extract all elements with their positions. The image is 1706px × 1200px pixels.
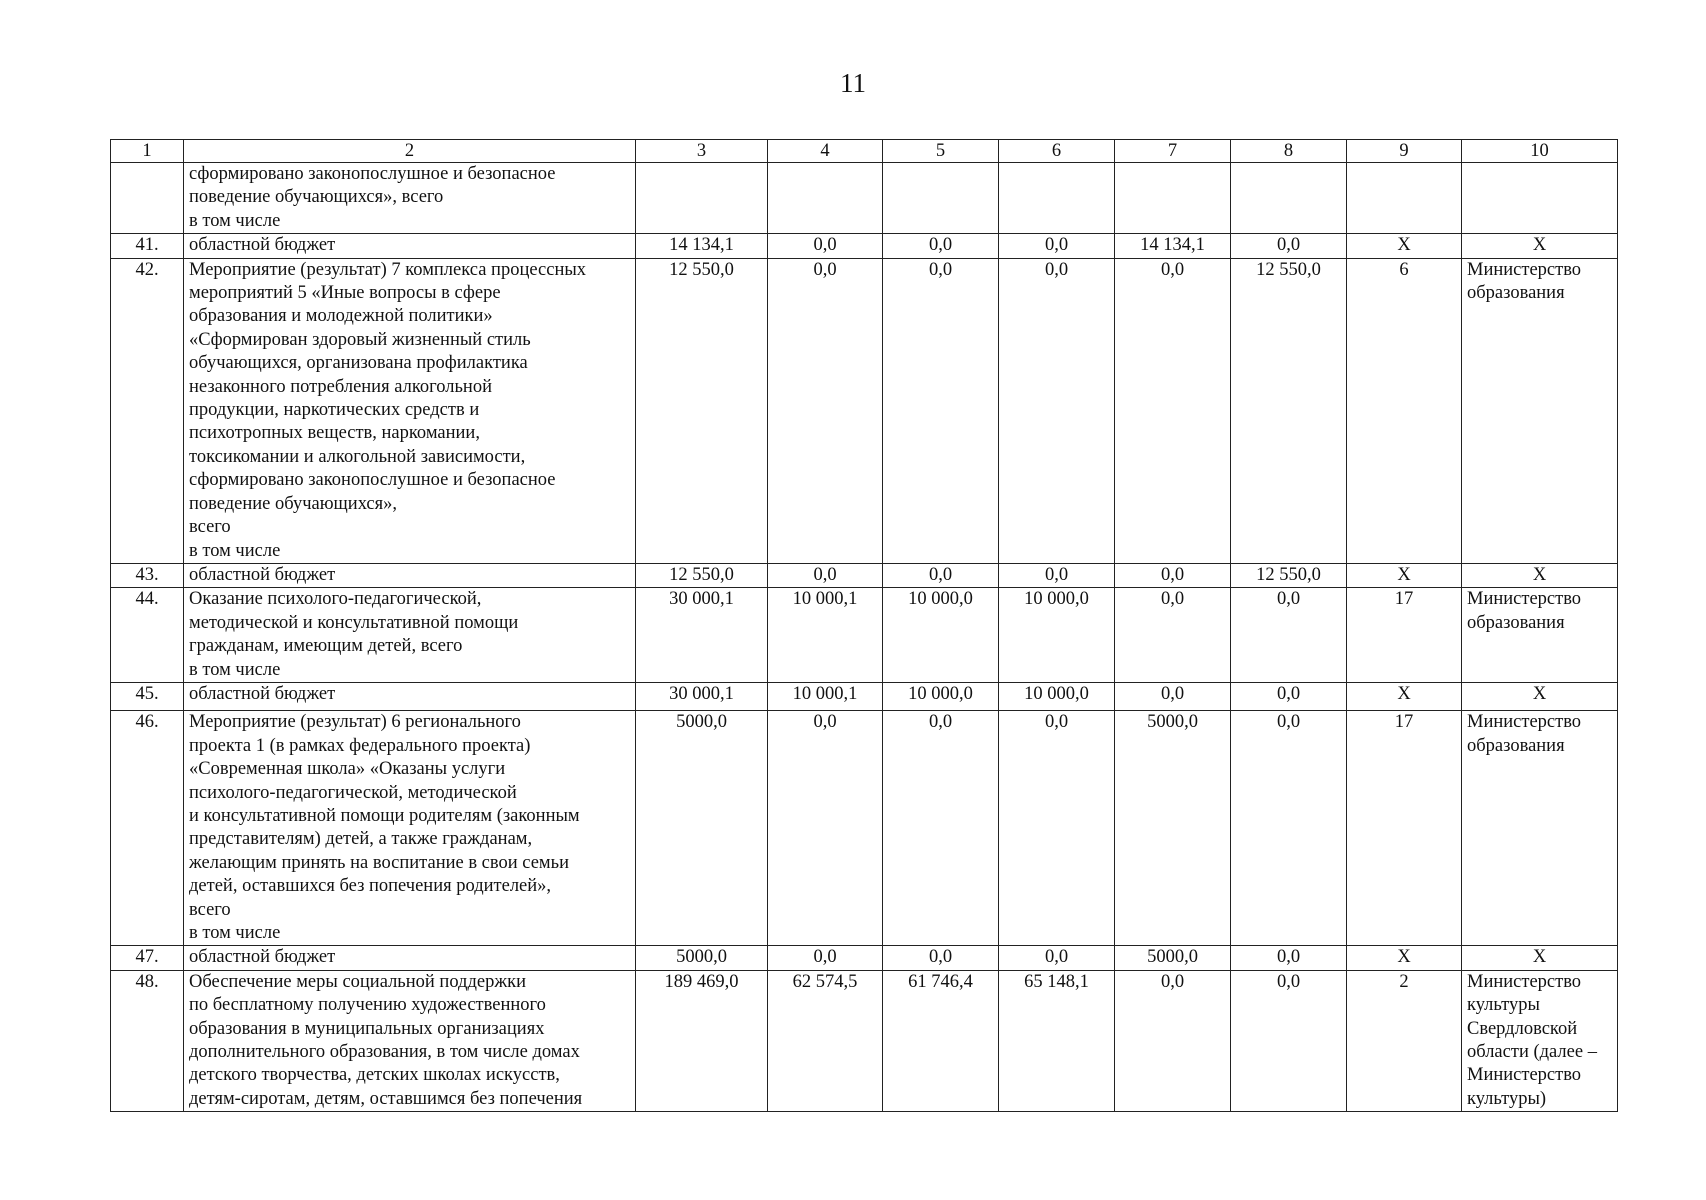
table-row bbox=[111, 946, 1618, 970]
column-header: 6 bbox=[999, 140, 1115, 163]
cell-col6: 0,0 bbox=[999, 711, 1115, 946]
cell-col7: 0,0 bbox=[1115, 588, 1231, 683]
cell-col6: 10 000,0 bbox=[999, 683, 1115, 711]
cell-col5: 0,0 bbox=[883, 258, 999, 563]
cell-col8: 12 550,0 bbox=[1231, 563, 1347, 587]
cell-col10: X bbox=[1462, 234, 1618, 258]
row-number: 44. bbox=[111, 588, 184, 683]
cell-col3: 189 469,0 bbox=[636, 970, 768, 1111]
column-header: 10 bbox=[1462, 140, 1618, 163]
cell-col5: 10 000,0 bbox=[883, 588, 999, 683]
column-header: 1 bbox=[111, 140, 184, 163]
cell-col3: 30 000,1 bbox=[636, 588, 768, 683]
table-row bbox=[111, 563, 1618, 587]
cell-col6 bbox=[999, 163, 1115, 234]
row-name: сформировано законопослушное и безопасное поведение обучающихся», всего в том числе bbox=[184, 163, 636, 234]
row-name: областной бюджет bbox=[184, 563, 636, 587]
cell-col10: Министерство образования bbox=[1462, 588, 1618, 683]
row-number: 46. bbox=[111, 711, 184, 946]
cell-col6: 10 000,0 bbox=[999, 588, 1115, 683]
cell-col9 bbox=[1347, 163, 1462, 234]
cell-col5: 0,0 bbox=[883, 711, 999, 946]
cell-col5 bbox=[883, 163, 999, 234]
cell-col9: 17 bbox=[1347, 711, 1462, 946]
cell-col10: Министерство образования bbox=[1462, 711, 1618, 946]
cell-col3: 5000,0 bbox=[636, 711, 768, 946]
row-number: 47. bbox=[111, 946, 184, 970]
cell-col4: 0,0 bbox=[768, 563, 883, 587]
cell-col3: 12 550,0 bbox=[636, 563, 768, 587]
column-header: 9 bbox=[1347, 140, 1462, 163]
table-row bbox=[111, 970, 1618, 1111]
cell-col9: X bbox=[1347, 683, 1462, 711]
cell-col5: 0,0 bbox=[883, 946, 999, 970]
cell-col7: 5000,0 bbox=[1115, 946, 1231, 970]
column-number-header-row bbox=[111, 140, 1618, 163]
cell-col4: 0,0 bbox=[768, 711, 883, 946]
table-row bbox=[111, 588, 1618, 683]
cell-col7: 14 134,1 bbox=[1115, 234, 1231, 258]
column-header: 8 bbox=[1231, 140, 1347, 163]
row-number: 41. bbox=[111, 234, 184, 258]
table-row bbox=[111, 711, 1618, 946]
cell-col8: 0,0 bbox=[1231, 711, 1347, 946]
cell-col4 bbox=[768, 163, 883, 234]
cell-col8 bbox=[1231, 163, 1347, 234]
cell-col3 bbox=[636, 163, 768, 234]
cell-col7 bbox=[1115, 163, 1231, 234]
cell-col4: 10 000,1 bbox=[768, 683, 883, 711]
page-number: 11 bbox=[840, 68, 866, 98]
budget-table bbox=[110, 139, 1618, 1112]
cell-col8: 0,0 bbox=[1231, 970, 1347, 1111]
table-row bbox=[111, 163, 1618, 234]
cell-col10: Министерство образования bbox=[1462, 258, 1618, 563]
cell-col9: X bbox=[1347, 563, 1462, 587]
row-number bbox=[111, 163, 184, 234]
cell-col9: X bbox=[1347, 946, 1462, 970]
cell-col9: X bbox=[1347, 234, 1462, 258]
row-name: Оказание психолого-педагогической, методической и консультативной помощи гражданам, имеющим детей, всего в том числе bbox=[184, 588, 636, 683]
cell-col6: 65 148,1 bbox=[999, 970, 1115, 1111]
cell-col8: 0,0 bbox=[1231, 683, 1347, 711]
cell-col5: 10 000,0 bbox=[883, 683, 999, 711]
cell-col6: 0,0 bbox=[999, 234, 1115, 258]
cell-col7: 0,0 bbox=[1115, 970, 1231, 1111]
column-header: 5 bbox=[883, 140, 999, 163]
row-name: Мероприятие (результат) 7 комплекса процессных мероприятий 5 «Иные вопросы в сфере образования и молодежной политики» «Сформирован здоровый жизненный стиль обучающихся, организована профилактика незаконного потребления алкогольной продукции, наркотических средств и психотропных веществ, наркомании, токсикомании и алкогольной зависимости, сформировано законопослушное и безопасное поведение обучающихся», всего в том числе bbox=[184, 258, 636, 563]
cell-col8: 0,0 bbox=[1231, 234, 1347, 258]
cell-col5: 0,0 bbox=[883, 563, 999, 587]
cell-col7: 0,0 bbox=[1115, 258, 1231, 563]
column-header: 4 bbox=[768, 140, 883, 163]
cell-col5: 0,0 bbox=[883, 234, 999, 258]
cell-col6: 0,0 bbox=[999, 946, 1115, 970]
row-number: 43. bbox=[111, 563, 184, 587]
cell-col7: 5000,0 bbox=[1115, 711, 1231, 946]
cell-col9: 17 bbox=[1347, 588, 1462, 683]
cell-col6: 0,0 bbox=[999, 258, 1115, 563]
cell-col9: 2 bbox=[1347, 970, 1462, 1111]
cell-col4: 0,0 bbox=[768, 258, 883, 563]
row-number: 45. bbox=[111, 683, 184, 711]
cell-col4: 62 574,5 bbox=[768, 970, 883, 1111]
cell-col4: 0,0 bbox=[768, 946, 883, 970]
row-name: Мероприятие (результат) 6 регионального проекта 1 (в рамках федерального проекта) «Современная школа» «Оказаны услуги психолого-педагогической, методической и консультативной помощи родителям (законным представителям) детей, а также гражданам, желающим принять на воспитание в свои семьи детей, оставшихся без попечения родителей», всего в том числе bbox=[184, 711, 636, 946]
column-header: 7 bbox=[1115, 140, 1231, 163]
row-name: областной бюджет bbox=[184, 234, 636, 258]
row-name: областной бюджет bbox=[184, 683, 636, 711]
cell-col3: 5000,0 bbox=[636, 946, 768, 970]
cell-col3: 12 550,0 bbox=[636, 258, 768, 563]
cell-col7: 0,0 bbox=[1115, 563, 1231, 587]
cell-col3: 14 134,1 bbox=[636, 234, 768, 258]
cell-col4: 10 000,1 bbox=[768, 588, 883, 683]
cell-col6: 0,0 bbox=[999, 563, 1115, 587]
cell-col7: 0,0 bbox=[1115, 683, 1231, 711]
row-number: 48. bbox=[111, 970, 184, 1111]
cell-col10: Министерство культуры Свердловской области (далее – Министерство культуры) bbox=[1462, 970, 1618, 1111]
row-name: областной бюджет bbox=[184, 946, 636, 970]
cell-col8: 0,0 bbox=[1231, 946, 1347, 970]
row-name: Обеспечение меры социальной поддержки по бесплатному получению художественного образования в муниципальных организациях дополнительного образования, в том числе домах детского творчества, детских школах искусств, детям-сиротам, детям, оставшимся без попечения bbox=[184, 970, 636, 1111]
cell-col4: 0,0 bbox=[768, 234, 883, 258]
cell-col10 bbox=[1462, 163, 1618, 234]
table-row bbox=[111, 258, 1618, 563]
cell-col8: 0,0 bbox=[1231, 588, 1347, 683]
column-header: 3 bbox=[636, 140, 768, 163]
cell-col9: 6 bbox=[1347, 258, 1462, 563]
table-row bbox=[111, 234, 1618, 258]
cell-col3: 30 000,1 bbox=[636, 683, 768, 711]
column-header: 2 bbox=[184, 140, 636, 163]
cell-col10: X bbox=[1462, 563, 1618, 587]
row-number: 42. bbox=[111, 258, 184, 563]
cell-col10: X bbox=[1462, 683, 1618, 711]
table-row bbox=[111, 683, 1618, 711]
cell-col10: X bbox=[1462, 946, 1618, 970]
cell-col5: 61 746,4 bbox=[883, 970, 999, 1111]
cell-col8: 12 550,0 bbox=[1231, 258, 1347, 563]
